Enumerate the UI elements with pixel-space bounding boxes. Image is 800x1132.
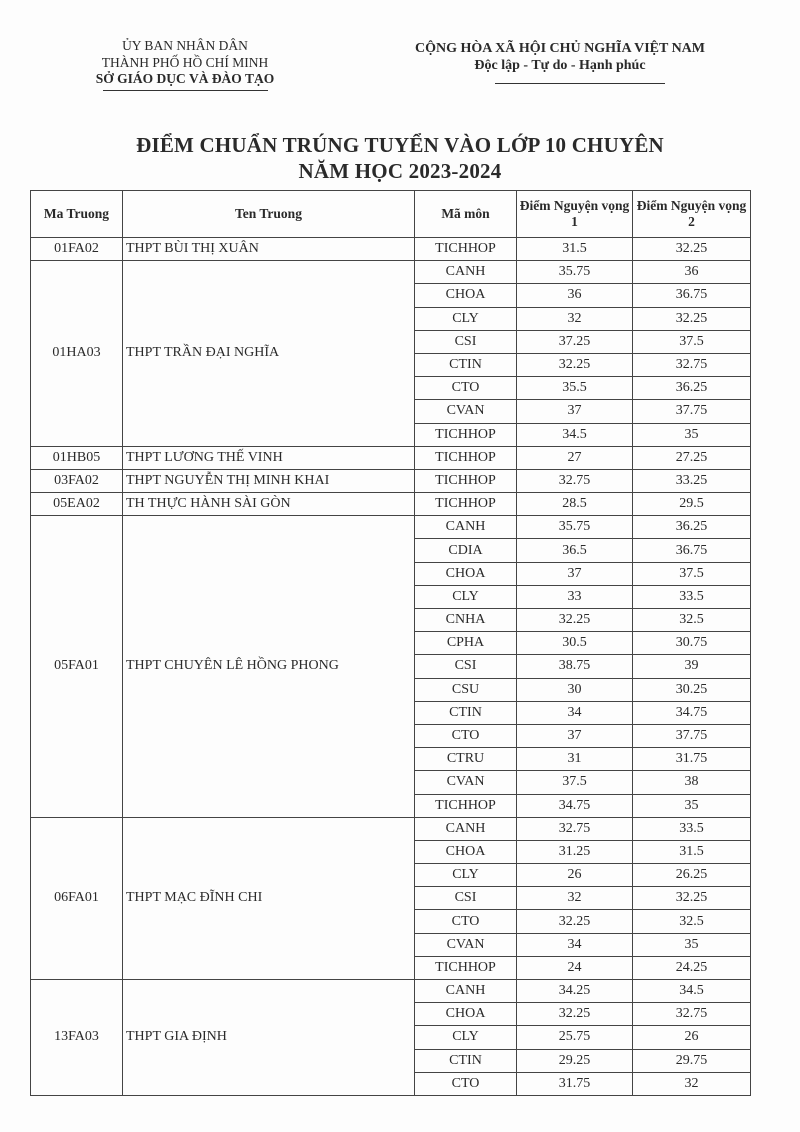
score-nv2-cell: 32.25 <box>633 887 751 910</box>
score-nv2-cell: 31.75 <box>633 748 751 771</box>
school-code-cell: 01HB05 <box>31 446 123 469</box>
score-nv2-cell: 32.25 <box>633 307 751 330</box>
authority-line-1: ỦY BAN NHÂN DÂN <box>122 38 248 53</box>
header-school-name: Ten Truong <box>123 191 415 238</box>
table-body <box>31 238 751 1096</box>
subject-code-cell: CHOA <box>415 840 517 863</box>
school-name-cell: THPT LƯƠNG THẾ VINH <box>123 446 415 469</box>
subject-code-cell: CLY <box>415 864 517 887</box>
score-nv2-cell: 32.25 <box>633 238 751 261</box>
score-nv2-cell: 37.75 <box>633 724 751 747</box>
school-name-cell: THPT TRẦN ĐẠI NGHĨA <box>123 261 415 447</box>
score-nv2-cell: 35 <box>633 933 751 956</box>
score-nv2-cell: 34.5 <box>633 980 751 1003</box>
header-score-nv1: Điểm Nguyện vọng 1 <box>517 191 633 238</box>
table-row <box>31 261 751 284</box>
score-nv2-cell: 32.5 <box>633 609 751 632</box>
header-school-code: Ma Truong <box>31 191 123 238</box>
table-row <box>31 493 751 516</box>
score-nv1-cell: 32 <box>517 887 633 910</box>
score-nv2-cell: 32 <box>633 1072 751 1095</box>
subject-code-cell: CSI <box>415 655 517 678</box>
title-line-2: NĂM HỌC 2023-2024 <box>298 159 502 183</box>
score-nv2-cell: 30.25 <box>633 678 751 701</box>
score-nv2-cell: 32.75 <box>633 1003 751 1026</box>
subject-code-cell: CVAN <box>415 933 517 956</box>
subject-code-cell: CTIN <box>415 353 517 376</box>
subject-code-cell: CHOA <box>415 1003 517 1026</box>
subject-code-cell: CTRU <box>415 748 517 771</box>
score-nv1-cell: 32.75 <box>517 469 633 492</box>
header-right-underline <box>495 83 665 84</box>
score-nv2-cell: 27.25 <box>633 446 751 469</box>
score-nv1-cell: 35.75 <box>517 261 633 284</box>
score-nv1-cell: 34.5 <box>517 423 633 446</box>
score-nv1-cell: 32.25 <box>517 1003 633 1026</box>
table-row <box>31 238 751 261</box>
school-code-cell: 06FA01 <box>31 817 123 979</box>
motto-line-2: Độc lập - Tự do - Hạnh phúc <box>474 58 646 73</box>
score-nv1-cell: 37 <box>517 724 633 747</box>
score-nv1-cell: 32 <box>517 307 633 330</box>
subject-code-cell: TICHHOP <box>415 956 517 979</box>
table-row <box>31 817 751 840</box>
score-nv1-cell: 31.5 <box>517 238 633 261</box>
score-nv1-cell: 38.75 <box>517 655 633 678</box>
score-nv1-cell: 36 <box>517 284 633 307</box>
score-nv1-cell: 34.75 <box>517 794 633 817</box>
title-line-1: ĐIỂM CHUẨN TRÚNG TUYỂN VÀO LỚP 10 CHUYÊN <box>136 133 664 157</box>
score-nv1-cell: 31.25 <box>517 840 633 863</box>
table-row <box>31 980 751 1003</box>
score-nv1-cell: 28.5 <box>517 493 633 516</box>
school-name-cell: THPT NGUYỄN THỊ MINH KHAI <box>123 469 415 492</box>
subject-code-cell: CTIN <box>415 1049 517 1072</box>
score-nv1-cell: 37.25 <box>517 330 633 353</box>
score-nv2-cell: 37.5 <box>633 330 751 353</box>
score-nv1-cell: 37.5 <box>517 771 633 794</box>
subject-code-cell: CLY <box>415 585 517 608</box>
score-nv1-cell: 37 <box>517 562 633 585</box>
table-row <box>31 516 751 539</box>
score-nv2-cell: 29.75 <box>633 1049 751 1072</box>
school-code-cell: 01HA03 <box>31 261 123 447</box>
table-row <box>31 446 751 469</box>
score-nv1-cell: 34 <box>517 701 633 724</box>
motto-line-1: CỘNG HÒA XÃ HỘI CHỦ NGHĨA VIỆT NAM <box>414 41 705 56</box>
score-nv2-cell: 36.75 <box>633 539 751 562</box>
subject-code-cell: CSU <box>415 678 517 701</box>
table-row <box>31 469 751 492</box>
issuing-authority-header <box>70 38 300 91</box>
subject-code-cell: TICHHOP <box>415 469 517 492</box>
score-nv2-cell: 37.75 <box>633 400 751 423</box>
subject-code-cell: CANH <box>415 261 517 284</box>
subject-code-cell: CTO <box>415 724 517 747</box>
score-nv1-cell: 30.5 <box>517 632 633 655</box>
score-nv1-cell: 35.75 <box>517 516 633 539</box>
score-nv1-cell: 30 <box>517 678 633 701</box>
score-nv1-cell: 25.75 <box>517 1026 633 1049</box>
score-nv1-cell: 26 <box>517 864 633 887</box>
authority-line-3: SỞ GIÁO DỤC VÀ ĐÀO TẠO <box>95 71 275 86</box>
score-nv2-cell: 34.75 <box>633 701 751 724</box>
school-name-cell: THPT BÙI THỊ XUÂN <box>123 238 415 261</box>
school-code-cell: 03FA02 <box>31 469 123 492</box>
score-nv1-cell: 32.75 <box>517 817 633 840</box>
subject-code-cell: CTO <box>415 377 517 400</box>
score-nv1-cell: 37 <box>517 400 633 423</box>
score-nv2-cell: 33.5 <box>633 817 751 840</box>
subject-code-cell: CLY <box>415 307 517 330</box>
score-nv2-cell: 29.5 <box>633 493 751 516</box>
school-name-cell: THPT MẠC ĐĨNH CHI <box>123 817 415 979</box>
header-score-nv2: Điểm Nguyện vọng 2 <box>633 191 751 238</box>
score-nv2-cell: 33.5 <box>633 585 751 608</box>
table-header-row <box>31 191 751 238</box>
score-nv2-cell: 24.25 <box>633 956 751 979</box>
subject-code-cell: CANH <box>415 516 517 539</box>
score-nv2-cell: 38 <box>633 771 751 794</box>
subject-code-cell: CHOA <box>415 562 517 585</box>
subject-code-cell: CTO <box>415 1072 517 1095</box>
subject-code-cell: CVAN <box>415 771 517 794</box>
score-nv1-cell: 34.25 <box>517 980 633 1003</box>
score-nv1-cell: 35.5 <box>517 377 633 400</box>
score-nv1-cell: 32.25 <box>517 910 633 933</box>
subject-code-cell: CTIN <box>415 701 517 724</box>
score-nv2-cell: 26.25 <box>633 864 751 887</box>
subject-code-cell: CNHA <box>415 609 517 632</box>
admission-scores-table <box>30 190 751 1096</box>
score-nv2-cell: 32.5 <box>633 910 751 933</box>
subject-code-cell: TICHHOP <box>415 493 517 516</box>
score-nv1-cell: 36.5 <box>517 539 633 562</box>
national-motto-header <box>405 40 715 84</box>
score-nv1-cell: 29.25 <box>517 1049 633 1072</box>
subject-code-cell: TICHHOP <box>415 238 517 261</box>
subject-code-cell: TICHHOP <box>415 423 517 446</box>
document-title <box>60 132 740 184</box>
score-nv2-cell: 35 <box>633 794 751 817</box>
school-name-cell: THPT GIA ĐỊNH <box>123 980 415 1096</box>
score-nv2-cell: 30.75 <box>633 632 751 655</box>
subject-code-cell: CTO <box>415 910 517 933</box>
school-code-cell: 01FA02 <box>31 238 123 261</box>
score-nv2-cell: 36.75 <box>633 284 751 307</box>
school-code-cell: 05EA02 <box>31 493 123 516</box>
header-subject-code: Mã môn <box>415 191 517 238</box>
score-nv2-cell: 36.25 <box>633 377 751 400</box>
header-left-underline <box>103 90 268 91</box>
school-code-cell: 13FA03 <box>31 980 123 1096</box>
subject-code-cell: CLY <box>415 1026 517 1049</box>
subject-code-cell: CHOA <box>415 284 517 307</box>
subject-code-cell: TICHHOP <box>415 446 517 469</box>
score-nv2-cell: 36.25 <box>633 516 751 539</box>
score-nv2-cell: 35 <box>633 423 751 446</box>
score-nv1-cell: 33 <box>517 585 633 608</box>
subject-code-cell: CPHA <box>415 632 517 655</box>
score-nv1-cell: 32.25 <box>517 353 633 376</box>
score-nv2-cell: 26 <box>633 1026 751 1049</box>
score-nv2-cell: 31.5 <box>633 840 751 863</box>
score-nv2-cell: 36 <box>633 261 751 284</box>
score-nv2-cell: 32.75 <box>633 353 751 376</box>
score-nv1-cell: 34 <box>517 933 633 956</box>
school-code-cell: 05FA01 <box>31 516 123 817</box>
score-nv1-cell: 24 <box>517 956 633 979</box>
score-nv2-cell: 39 <box>633 655 751 678</box>
subject-code-cell: TICHHOP <box>415 794 517 817</box>
score-nv2-cell: 37.5 <box>633 562 751 585</box>
score-nv1-cell: 31.75 <box>517 1072 633 1095</box>
score-nv1-cell: 32.25 <box>517 609 633 632</box>
subject-code-cell: CDIA <box>415 539 517 562</box>
score-nv1-cell: 31 <box>517 748 633 771</box>
score-nv1-cell: 27 <box>517 446 633 469</box>
subject-code-cell: CVAN <box>415 400 517 423</box>
authority-line-2: THÀNH PHỐ HỒ CHÍ MINH <box>101 54 269 70</box>
subject-code-cell: CANH <box>415 817 517 840</box>
subject-code-cell: CANH <box>415 980 517 1003</box>
subject-code-cell: CSI <box>415 887 517 910</box>
school-name-cell: TH THỰC HÀNH SÀI GÒN <box>123 493 415 516</box>
school-name-cell: THPT CHUYÊN LÊ HỒNG PHONG <box>123 516 415 817</box>
subject-code-cell: CSI <box>415 330 517 353</box>
score-nv2-cell: 33.25 <box>633 469 751 492</box>
